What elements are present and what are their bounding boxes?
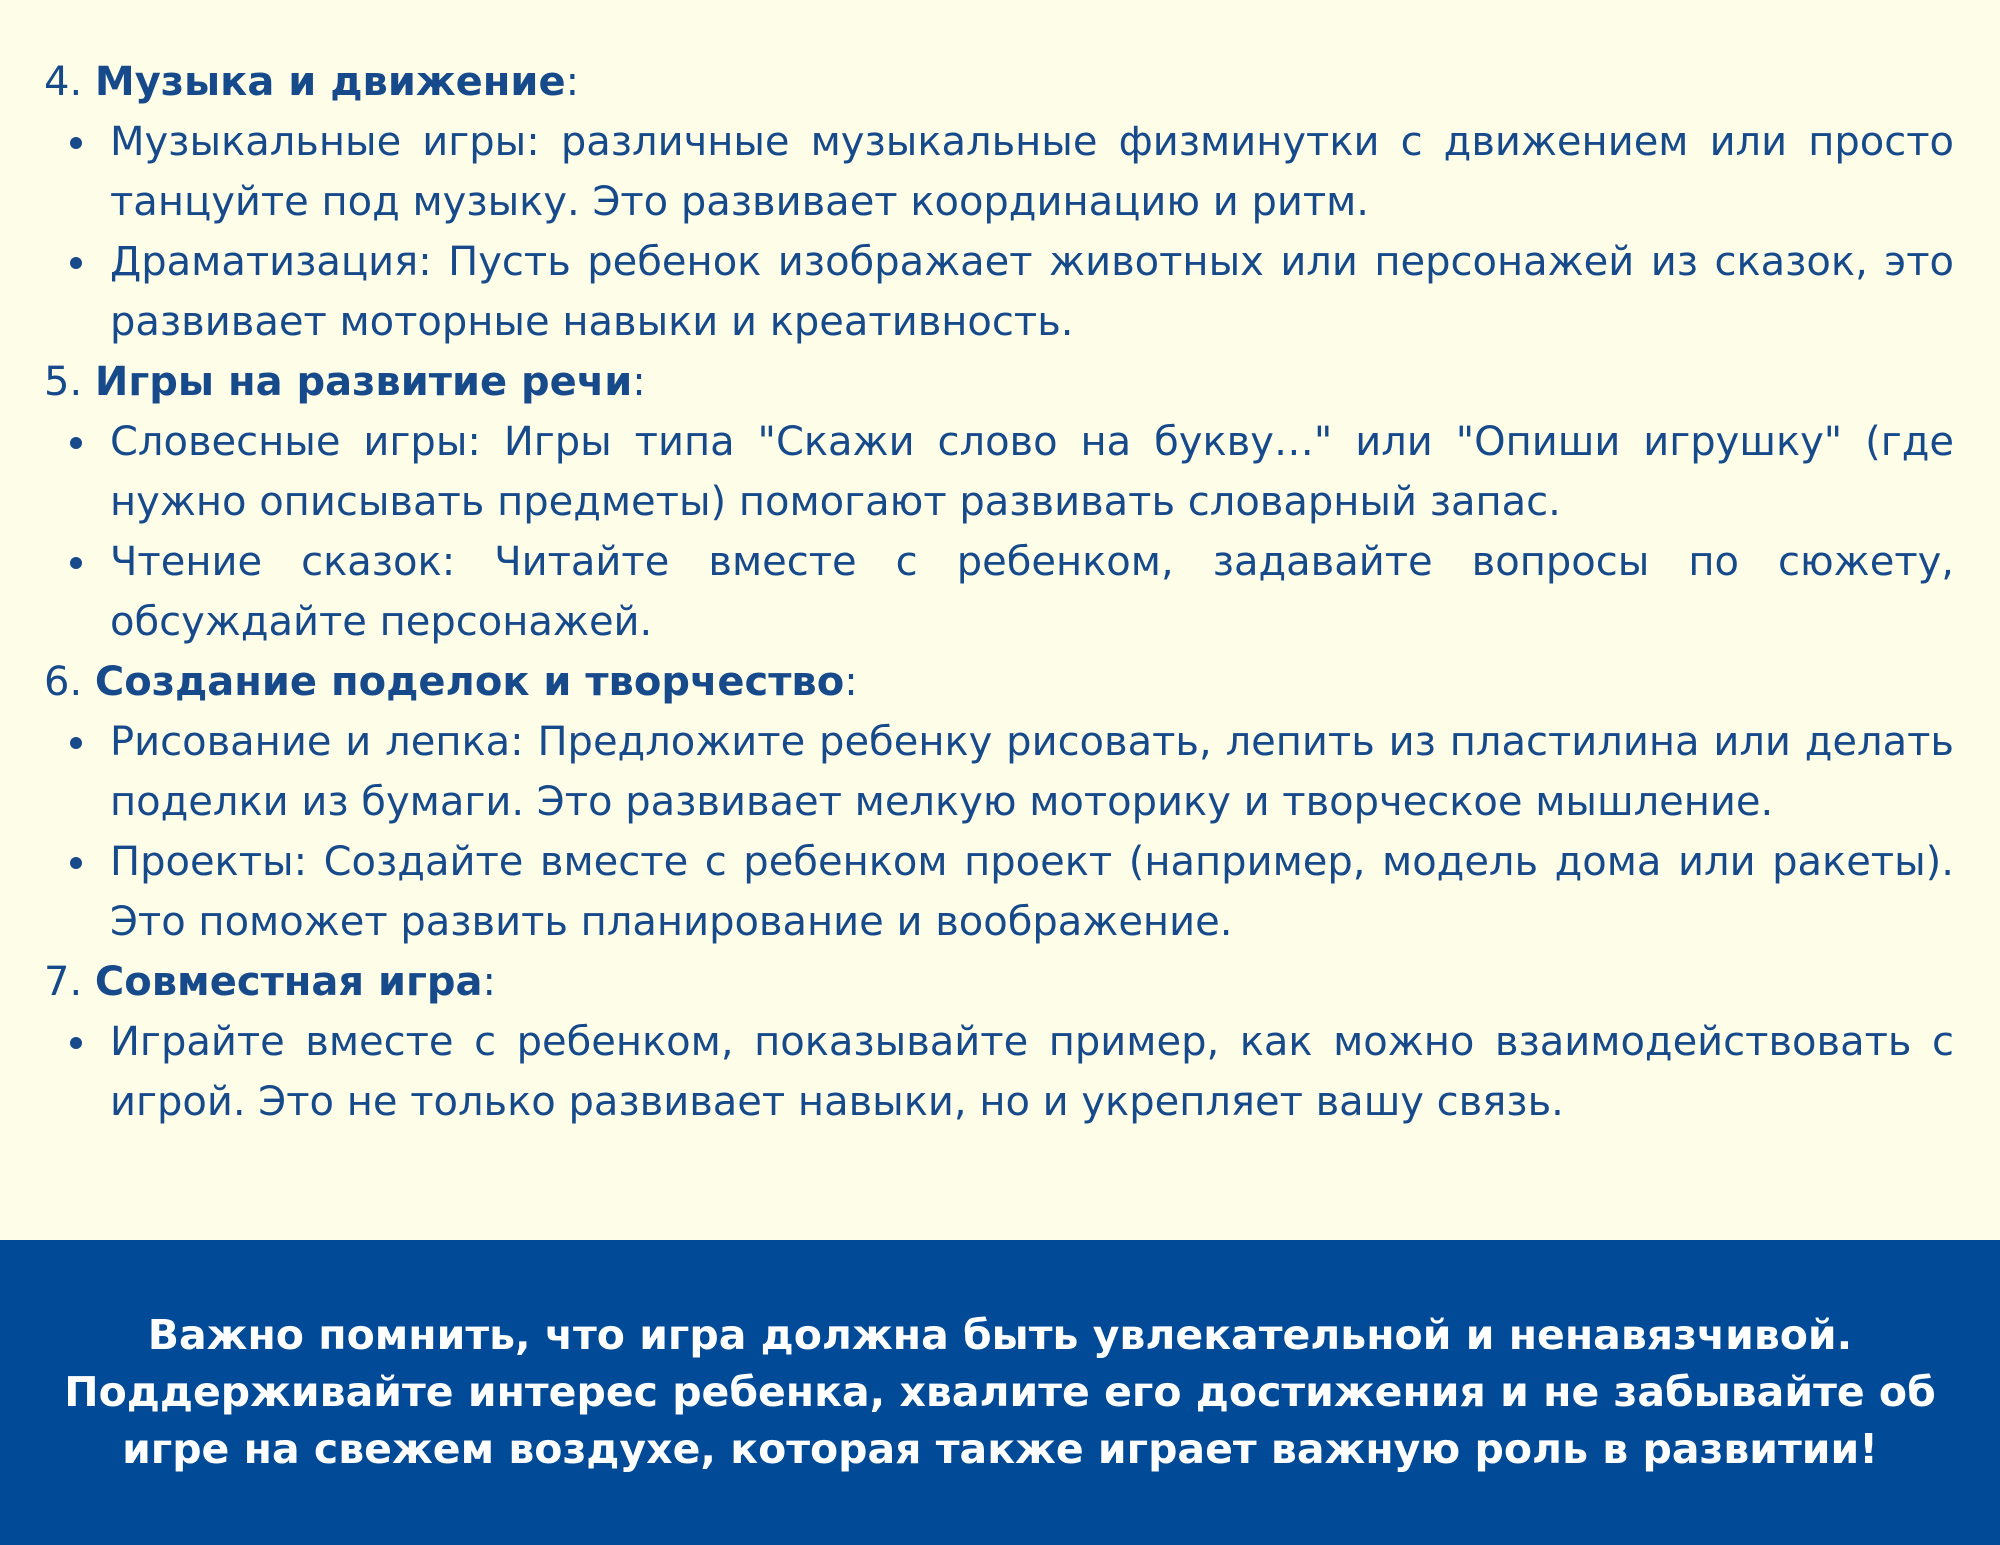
list-item	[44, 232, 1954, 352]
bullet-icon	[70, 737, 82, 749]
list-item	[44, 1012, 1954, 1132]
section-colon: :	[482, 959, 497, 1005]
section-heading	[44, 652, 1954, 712]
footer-text: Важно помнить, что игра должна быть увлекательной и ненавязчивой. Поддерживайте интерес ребенка, хвалите его достижения и не забывайте об игре на свежем воздухе, которая также играет важную роль в развитии!	[64, 1311, 1936, 1473]
bullet-icon	[70, 437, 82, 449]
section-crafts-creativity	[44, 652, 1954, 952]
section-number: 4.	[44, 59, 83, 105]
main-content	[44, 52, 1954, 1132]
section-joint-play	[44, 952, 1954, 1132]
list-item-text: Проекты: Создайте вместе с ребенком проект (например, модель дома или ракеты). Это поможет развить планирование и воображение.	[110, 839, 1954, 945]
bullet-icon	[70, 257, 82, 269]
section-heading	[44, 52, 1954, 112]
list-item	[44, 532, 1954, 652]
bullet-list	[44, 712, 1954, 952]
footer-banner	[0, 1240, 2000, 1545]
list-item	[44, 412, 1954, 532]
section-title: Игры на развитие речи	[94, 359, 633, 405]
section-title: Музыка и движение	[94, 59, 566, 105]
bullet-list	[44, 412, 1954, 652]
bullet-icon	[70, 1037, 82, 1049]
list-item-text: Драматизация: Пусть ребенок изображает животных или персонажей из сказок, это развивает моторные навыки и креативность.	[110, 239, 1954, 345]
section-colon: :	[565, 59, 580, 105]
bullet-list	[44, 112, 1954, 352]
section-title: Создание поделок и творчество	[94, 659, 845, 705]
list-item	[44, 112, 1954, 232]
list-item-text: Рисование и лепка: Предложите ребенку рисовать, лепить из пластилина или делать поделки из бумаги. Это развивает мелкую моторику и творческое мышление.	[110, 719, 1954, 825]
section-number: 7.	[44, 959, 83, 1005]
list-item-text: Музыкальные игры: различные музыкальные физминутки с движением или просто танцуйте под музыку. Это развивает координацию и ритм.	[110, 119, 1954, 225]
section-title: Совместная игра	[94, 959, 483, 1005]
bullet-list	[44, 1012, 1954, 1132]
section-number: 5.	[44, 359, 83, 405]
list-item-text: Чтение сказок: Читайте вместе с ребенком, задавайте вопросы по сюжету, обсуждайте персонажей.	[110, 539, 1954, 645]
section-colon: :	[632, 359, 646, 405]
section-music-movement	[44, 52, 1954, 352]
section-number: 6.	[44, 659, 83, 705]
list-item	[44, 712, 1954, 832]
list-item	[44, 832, 1954, 952]
list-item-text: Словесные игры: Игры типа "Скажи слово на букву…" или "Опиши игрушку" (где нужно описывать предметы) помогают развивать словарный запас.	[110, 419, 1954, 525]
section-colon: :	[844, 659, 858, 705]
section-heading	[44, 952, 1954, 1012]
section-speech-games	[44, 352, 1954, 652]
bullet-icon	[70, 857, 82, 869]
list-item-text: Играйте вместе с ребенком, показывайте пример, как можно взаимодействовать с игрой. Это не только развивает навыки, но и укрепляет вашу связь.	[110, 1019, 1954, 1125]
bullet-icon	[70, 137, 82, 149]
bullet-icon	[70, 557, 82, 569]
section-heading	[44, 352, 1954, 412]
